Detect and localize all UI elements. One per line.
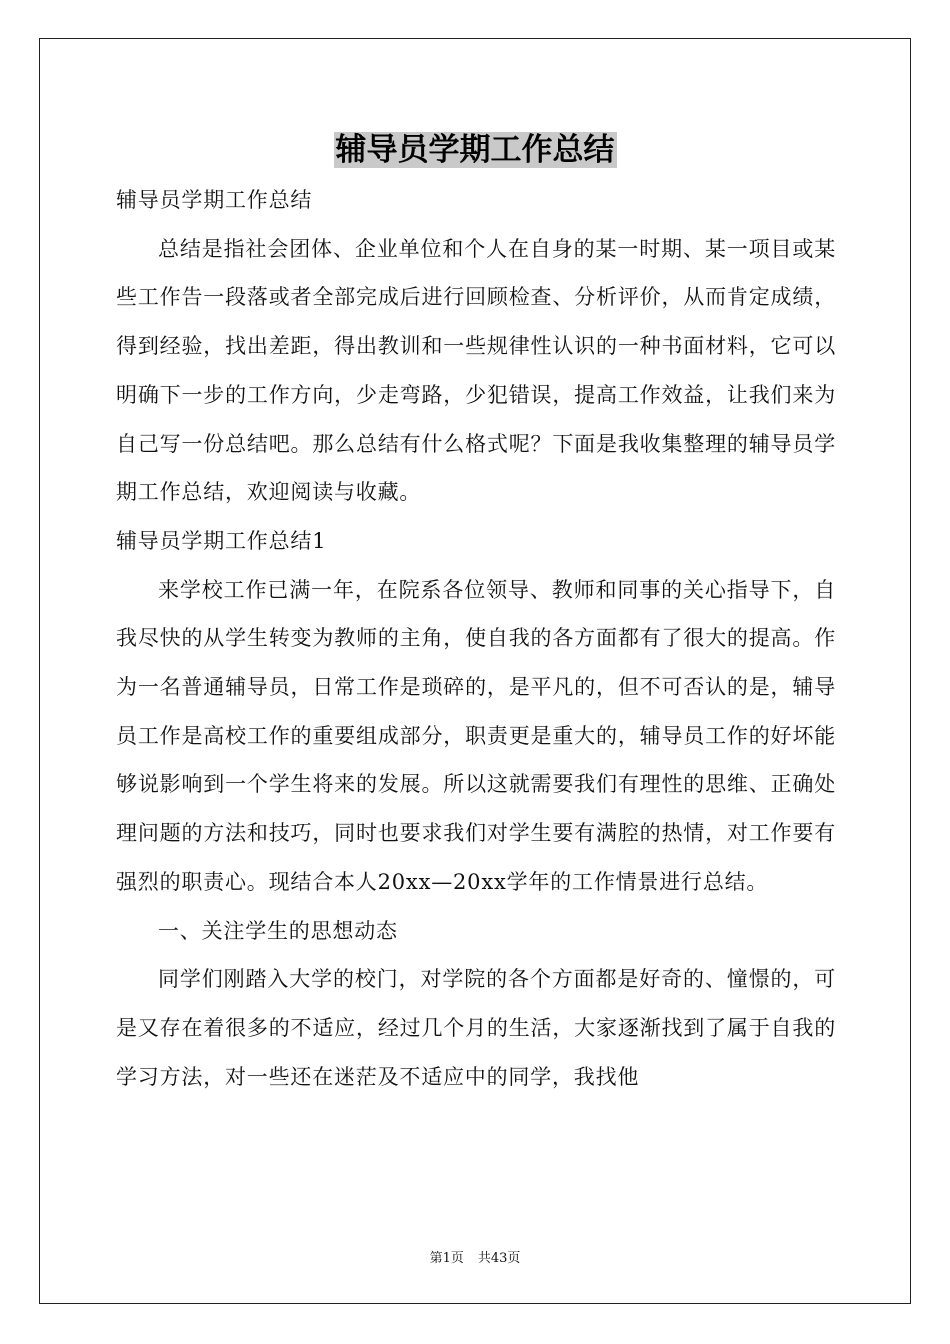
document-body <box>116 176 836 1101</box>
page-footer <box>0 1247 950 1266</box>
section1-heading: 辅导员学期工作总结1 <box>116 528 327 553</box>
paragraph-point1-body: 同学们刚踏入大学的校门，对学院的各个方面都是好奇的、憧憬的，可是又存在着很多的不适应，经过几个月的生活，大家逐渐找到了属于自我的学习方法，对一些还在迷茫及不适应中的同学，我找他 <box>116 967 836 1089</box>
page-number: 第1页 <box>429 1251 464 1266</box>
document-title-text: 辅导员学期工作总结 <box>335 132 615 168</box>
paragraph-subtitle: 辅导员学期工作总结 <box>116 188 313 212</box>
page-total: 共43页 <box>477 1251 521 1266</box>
document-title <box>0 126 950 174</box>
paragraph-intro: 总结是指社会团体、企业单位和个人在自身的某一时期、某一项目或某些工作告一段落或者全部完成后进行回顾检查、分析评价，从而肯定成绩，得到经验，找出差距，得出教训和一些规律性认识的一种书面材料，它可以明确下一步的工作方向，少走弯路，少犯错误，提高工作效益，让我们来为自己写一份总结吧。那么总结有什么格式呢？下面是我收集整理的辅导员学期工作总结，欢迎阅读与收藏。 <box>116 236 836 505</box>
paragraph-section1-body: 来学校工作已满一年，在院系各位领导、教师和同事的关心指导下，自我尽快的从学生转变为教师的主角，使自我的各方面都有了很大的提高。作为一名普通辅导员，日常工作是琐碎的，是平凡的，但不可否认的是，辅导员工作是高校工作的重要组成部分，职责更是重大的，辅导员工作的好坏能够说影响到一个学生将来的发展。所以这就需要我们有理性的思维、正确处理问题的方法和技巧，同时也要求我们对学生要有满腔的热情，对工作要有强烈的职责心。现结合本人20xx—20xx学年的工作情景进行总结。 <box>116 577 836 894</box>
point1-heading: 一、关注学生的思想动态 <box>158 918 398 943</box>
